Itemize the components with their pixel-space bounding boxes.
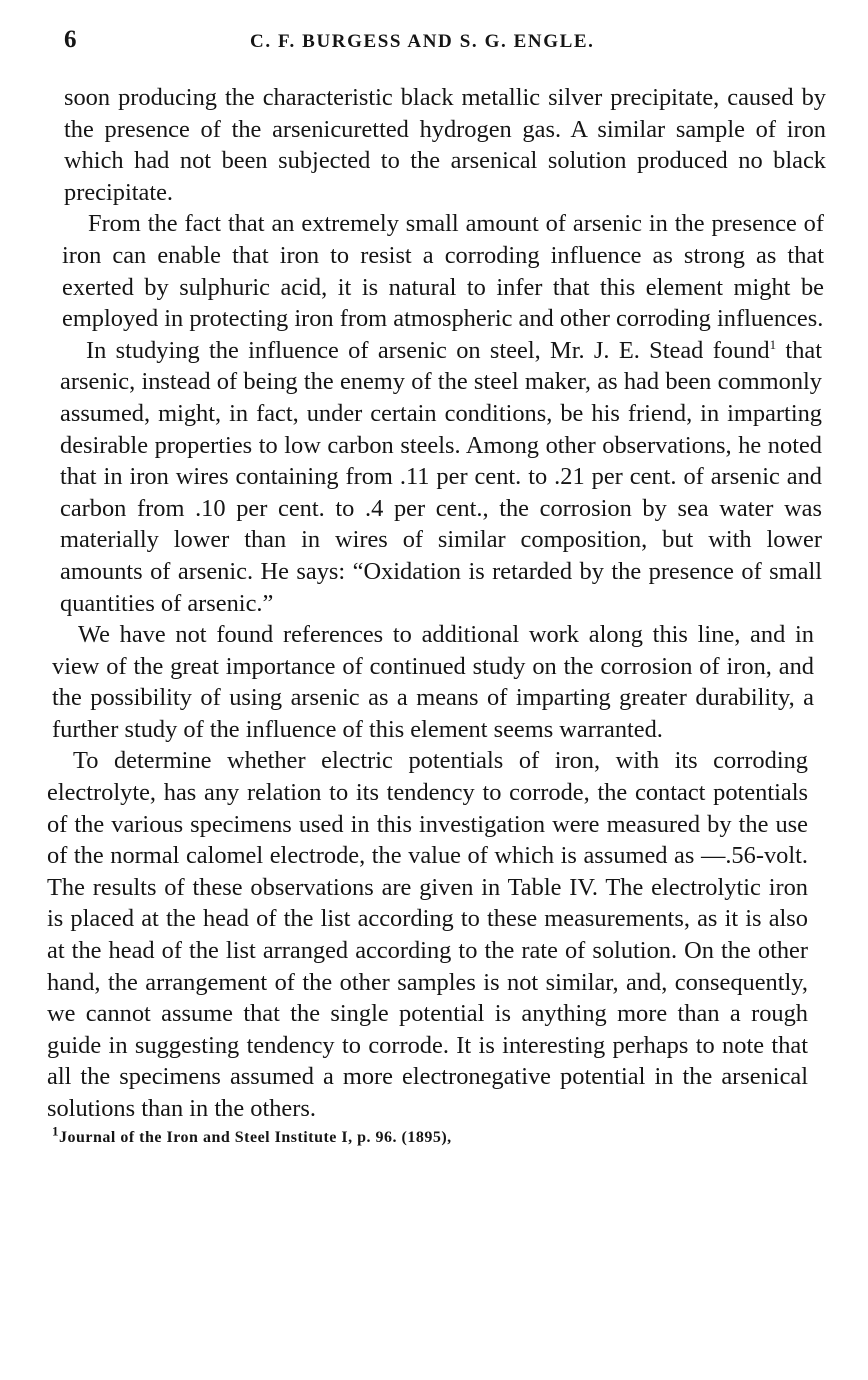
running-title: C. F. BURGESS AND S. G. ENGLE. xyxy=(250,31,595,52)
paragraph-1: soon producing the characteristic black metallic silver precipitate, caused by the presence of the arsenicuretted hydrogen gas. A similar sample of iron which had not been subjected to the arsenical solution produced no black precipitate. xyxy=(64,84,826,206)
paragraph-2: From the fact that an extremely small amount of arsenic in the presence of iron can enable that iron to resist a corroding influence as strong as that exerted by sulphuric acid, it is natural to infer that this element might be employed in protecting iron from atmospheric and other corroding influences. xyxy=(62,210,824,333)
paragraph-3 xyxy=(60,335,822,619)
paragraph-3-text-start: In studying the influence of arsenic on steel, Mr. J. E. Stead found xyxy=(86,336,770,364)
running-head xyxy=(0,26,868,60)
paragraph-4: We have not found references to additional work along this line, and in view of the great importance of continued study on the corrosion of iron, and the possibility of using arsenic as a means of imparting greater durability, a further study of the influence of this element seems warranted. xyxy=(52,621,814,743)
page-number: 6 xyxy=(64,26,77,53)
footnote-text: Journal of the Iron and Steel Institute I, p. 96. (1895), xyxy=(59,1128,452,1146)
paragraph-5: To determine whether electric potentials of iron, with its corroding electrolyte, has any relation to its tendency to corrode, the contact potentials of the various specimens used in this investigation were measured by the use of the normal calomel electrode, the value of which is assumed as —.56-volt. The results of these observations are given in Table IV. The electrolytic iron is placed at the head of the list according to these measurements, as it is also at the head of the list arranged according to the rate of solution. On the other hand, the arrangement of the other samples is not similar, and, consequently, we cannot assume that the single potential is anything more than a rough guide in suggesting tendency to corrode. It is interesting perhaps to note that all the specimens assumed a more electronegative potential in the arsenical solutions than in the others. xyxy=(47,747,808,1122)
paragraph-3-text-end: that arsenic, instead of being the enemy of the steel maker, as had been commonly assumed, might, in fact, under certain conditions, be his friend, in imparting desirable properties to low carbon steels. Among other observations, he noted that in iron wires containing from .11 per cent. to .21 per cent. of arsenic and carbon from .10 per cent. to .4 per cent., the corrosion by sea water was materially lower than in wires of similar composition, but with lower amounts of arsenic. He says: “Oxidation is retarded by the presence of small quantities of arsenic.” xyxy=(60,336,822,617)
body-text xyxy=(47,82,826,1147)
footnote-marker: 1 xyxy=(52,1123,59,1139)
footnote-reference: 1 xyxy=(769,336,777,352)
footnote xyxy=(52,1123,826,1147)
